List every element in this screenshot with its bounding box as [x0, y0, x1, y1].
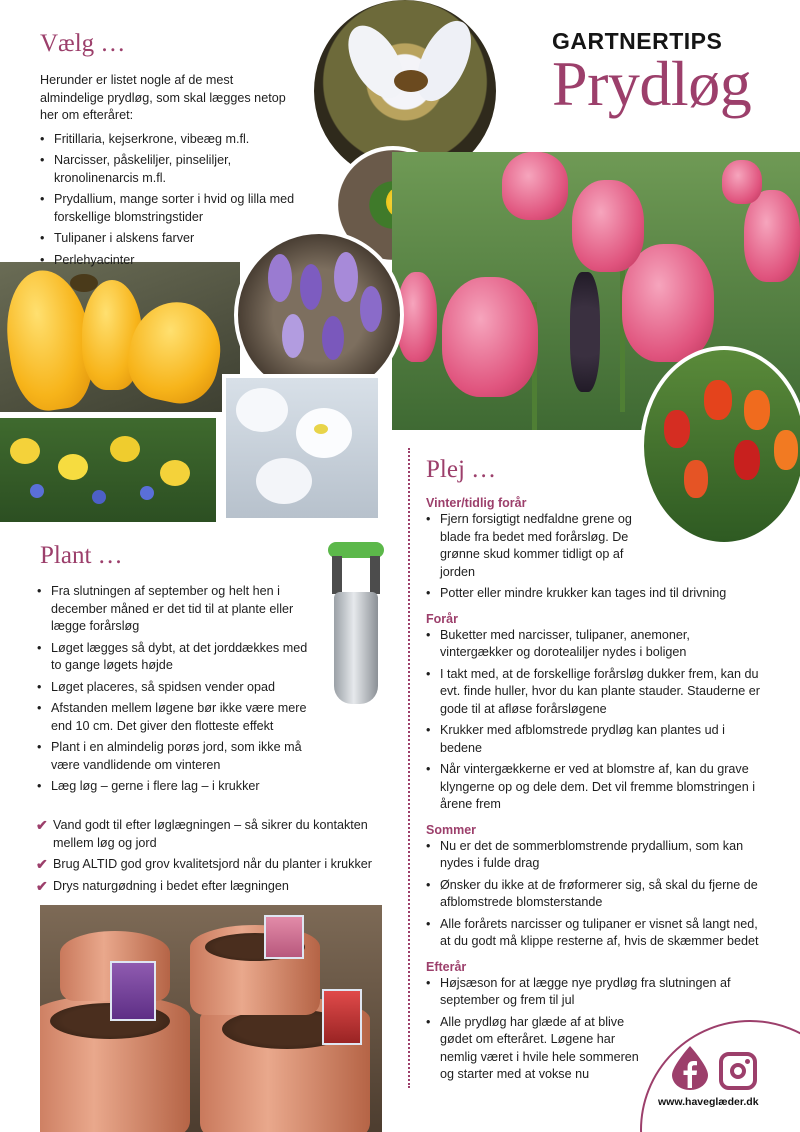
- facebook-icon[interactable]: [672, 1046, 708, 1090]
- care-heading: Plej …: [426, 456, 497, 483]
- check-mark-icon: ✔: [36, 817, 48, 833]
- list-item: • Perlehyacinter: [40, 252, 310, 270]
- list-item: • Alle forårets narcisser og tulipaner er visnet så langt ned, at du godt må klippe resterne af, hvis de skæmmer bedet: [426, 916, 766, 951]
- list-item: • Krukker med afblomstrede prydløg kan plantes ud i bedene: [426, 722, 766, 757]
- list-item: • Buketter med narcisser, tulipaner, anemoner, vintergækker og dorotealilјer nydes i boligen: [426, 627, 766, 662]
- care-subheading-spring: Forår: [426, 611, 458, 626]
- care-list-summer: [426, 838, 766, 951]
- plant-section: [40, 542, 325, 570]
- check-mark-icon: ✔: [36, 856, 48, 872]
- website-link[interactable]: www.haveglæder.dk: [658, 1096, 759, 1108]
- list-item: • Prydallium, mange sorter i hvid og lilla med forskellige blomstringstider: [40, 191, 310, 226]
- plant-checklist: [37, 817, 382, 895]
- photo-yellow-crocus: [0, 262, 240, 412]
- care-list-winter: [426, 511, 658, 581]
- photo-bulb-planter: [326, 542, 386, 707]
- list-item: • Ønsker du ikke at de frøformerer sig, så skal du fjerne de afblomstrede blomsterstande: [426, 877, 766, 912]
- check-mark-icon: ✔: [36, 877, 48, 894]
- list-item: • Fra slutningen af september og helt hen i december måned er det tid til at plante eller lægge forårsløg: [37, 583, 317, 636]
- list-item: • Læg løg – gerne i flere lag – i krukker: [37, 778, 317, 796]
- photo-narcissus-scilla: [0, 418, 216, 522]
- care-section: [426, 456, 771, 1088]
- brand-kicker: GARTNERTIPS: [552, 28, 723, 54]
- list-item: • Nu er det de sommerblomstrende prydallium, som kan nydes i fulde drag: [426, 838, 766, 873]
- select-heading: Vælg …: [40, 30, 126, 57]
- select-list: [40, 131, 310, 270]
- photo-bulbs-in-pots: [40, 905, 382, 1132]
- plant-list-wrap: [37, 583, 317, 800]
- care-subheading-summer: Sommer: [426, 822, 477, 837]
- care-list-autumn: [426, 975, 766, 1010]
- page-title: Prydløg: [552, 48, 752, 119]
- plant-checks-wrap: [37, 817, 382, 899]
- list-item: • Potter eller mindre krukker kan tages ind til drivning: [426, 585, 766, 603]
- care-subheading-winter: Vinter/tidlig forår: [426, 496, 527, 510]
- plant-heading: Plant …: [40, 542, 123, 569]
- list-item: • Når vintergækkerne er ved at blomstre af, kan du grave klyngerne op og dele dem. Det vil fremme blomstringen i årene frem: [426, 761, 766, 814]
- select-section: [40, 30, 310, 273]
- list-item: • Plant i en almindelig porøs jord, som ikke må være vandlidende om vinteren: [37, 739, 317, 774]
- list-item: • Fjern forsigtigt nedfaldne grene og blade fra bedet med forårsløg. De grønne skud kommer tidligt op af jorden: [426, 511, 658, 581]
- list-item: • Fritillaria, kejserkrone, vibeæg m.fl.: [40, 131, 310, 149]
- check-item: ✔ Brug ALTID god grov kvalitetsjord når du planter i krukker: [36, 856, 372, 872]
- list-item: • Løget lægges så dybt, at det jorddækkes med to gange løgets højde: [37, 640, 317, 675]
- care-list-autumn-2: [426, 1014, 654, 1084]
- check-item: ✔ Vand godt til efter løglægningen – så sikrer du kontakten mellem løg og jord: [36, 817, 368, 850]
- check-item: ✔ Drys naturgødning i bedet efter lægningen: [36, 877, 289, 894]
- plant-list: [37, 583, 317, 796]
- instagram-icon[interactable]: [719, 1052, 757, 1090]
- care-list-spring: [426, 627, 766, 814]
- list-item: • Afstanden mellem løgene bør ikke være mere end 10 cm. Det giver den flotteste effekt: [37, 700, 317, 735]
- dotted-divider: [408, 448, 410, 1088]
- care-subheading-autumn: Efterår: [426, 959, 467, 974]
- list-item: • Alle prydløg har glæde af at blive gødet om efteråret. Løgene har nemlig været i hvile hele sommeren og starter med at vokse nu: [426, 1014, 654, 1084]
- list-item: • Narcisser, påskeliljer, pinseliljer, kronolinenarcis m.fl.: [40, 152, 310, 187]
- care-list-winter-2: [426, 585, 766, 603]
- list-item: • I takt med, at de forskellige forårsløg dukker frem, kan du evt. finde huller, hvor du kan plante stauder. Stauderne er gode til at afløse forårsløgene: [426, 666, 766, 719]
- list-item: • Tulipaner i alskens farver: [40, 230, 310, 248]
- list-item: • Løget placeres, så spidsen vender opad: [37, 679, 317, 697]
- photo-white-iris: [222, 374, 382, 522]
- select-intro: Herunder er listet nogle af de mest almindelige prydløg, som skal lægges netop her om efteråret:: [40, 73, 286, 122]
- list-item: • Højsæson for at lægge nye prydløg fra slutningen af september og frem til jul: [426, 975, 766, 1010]
